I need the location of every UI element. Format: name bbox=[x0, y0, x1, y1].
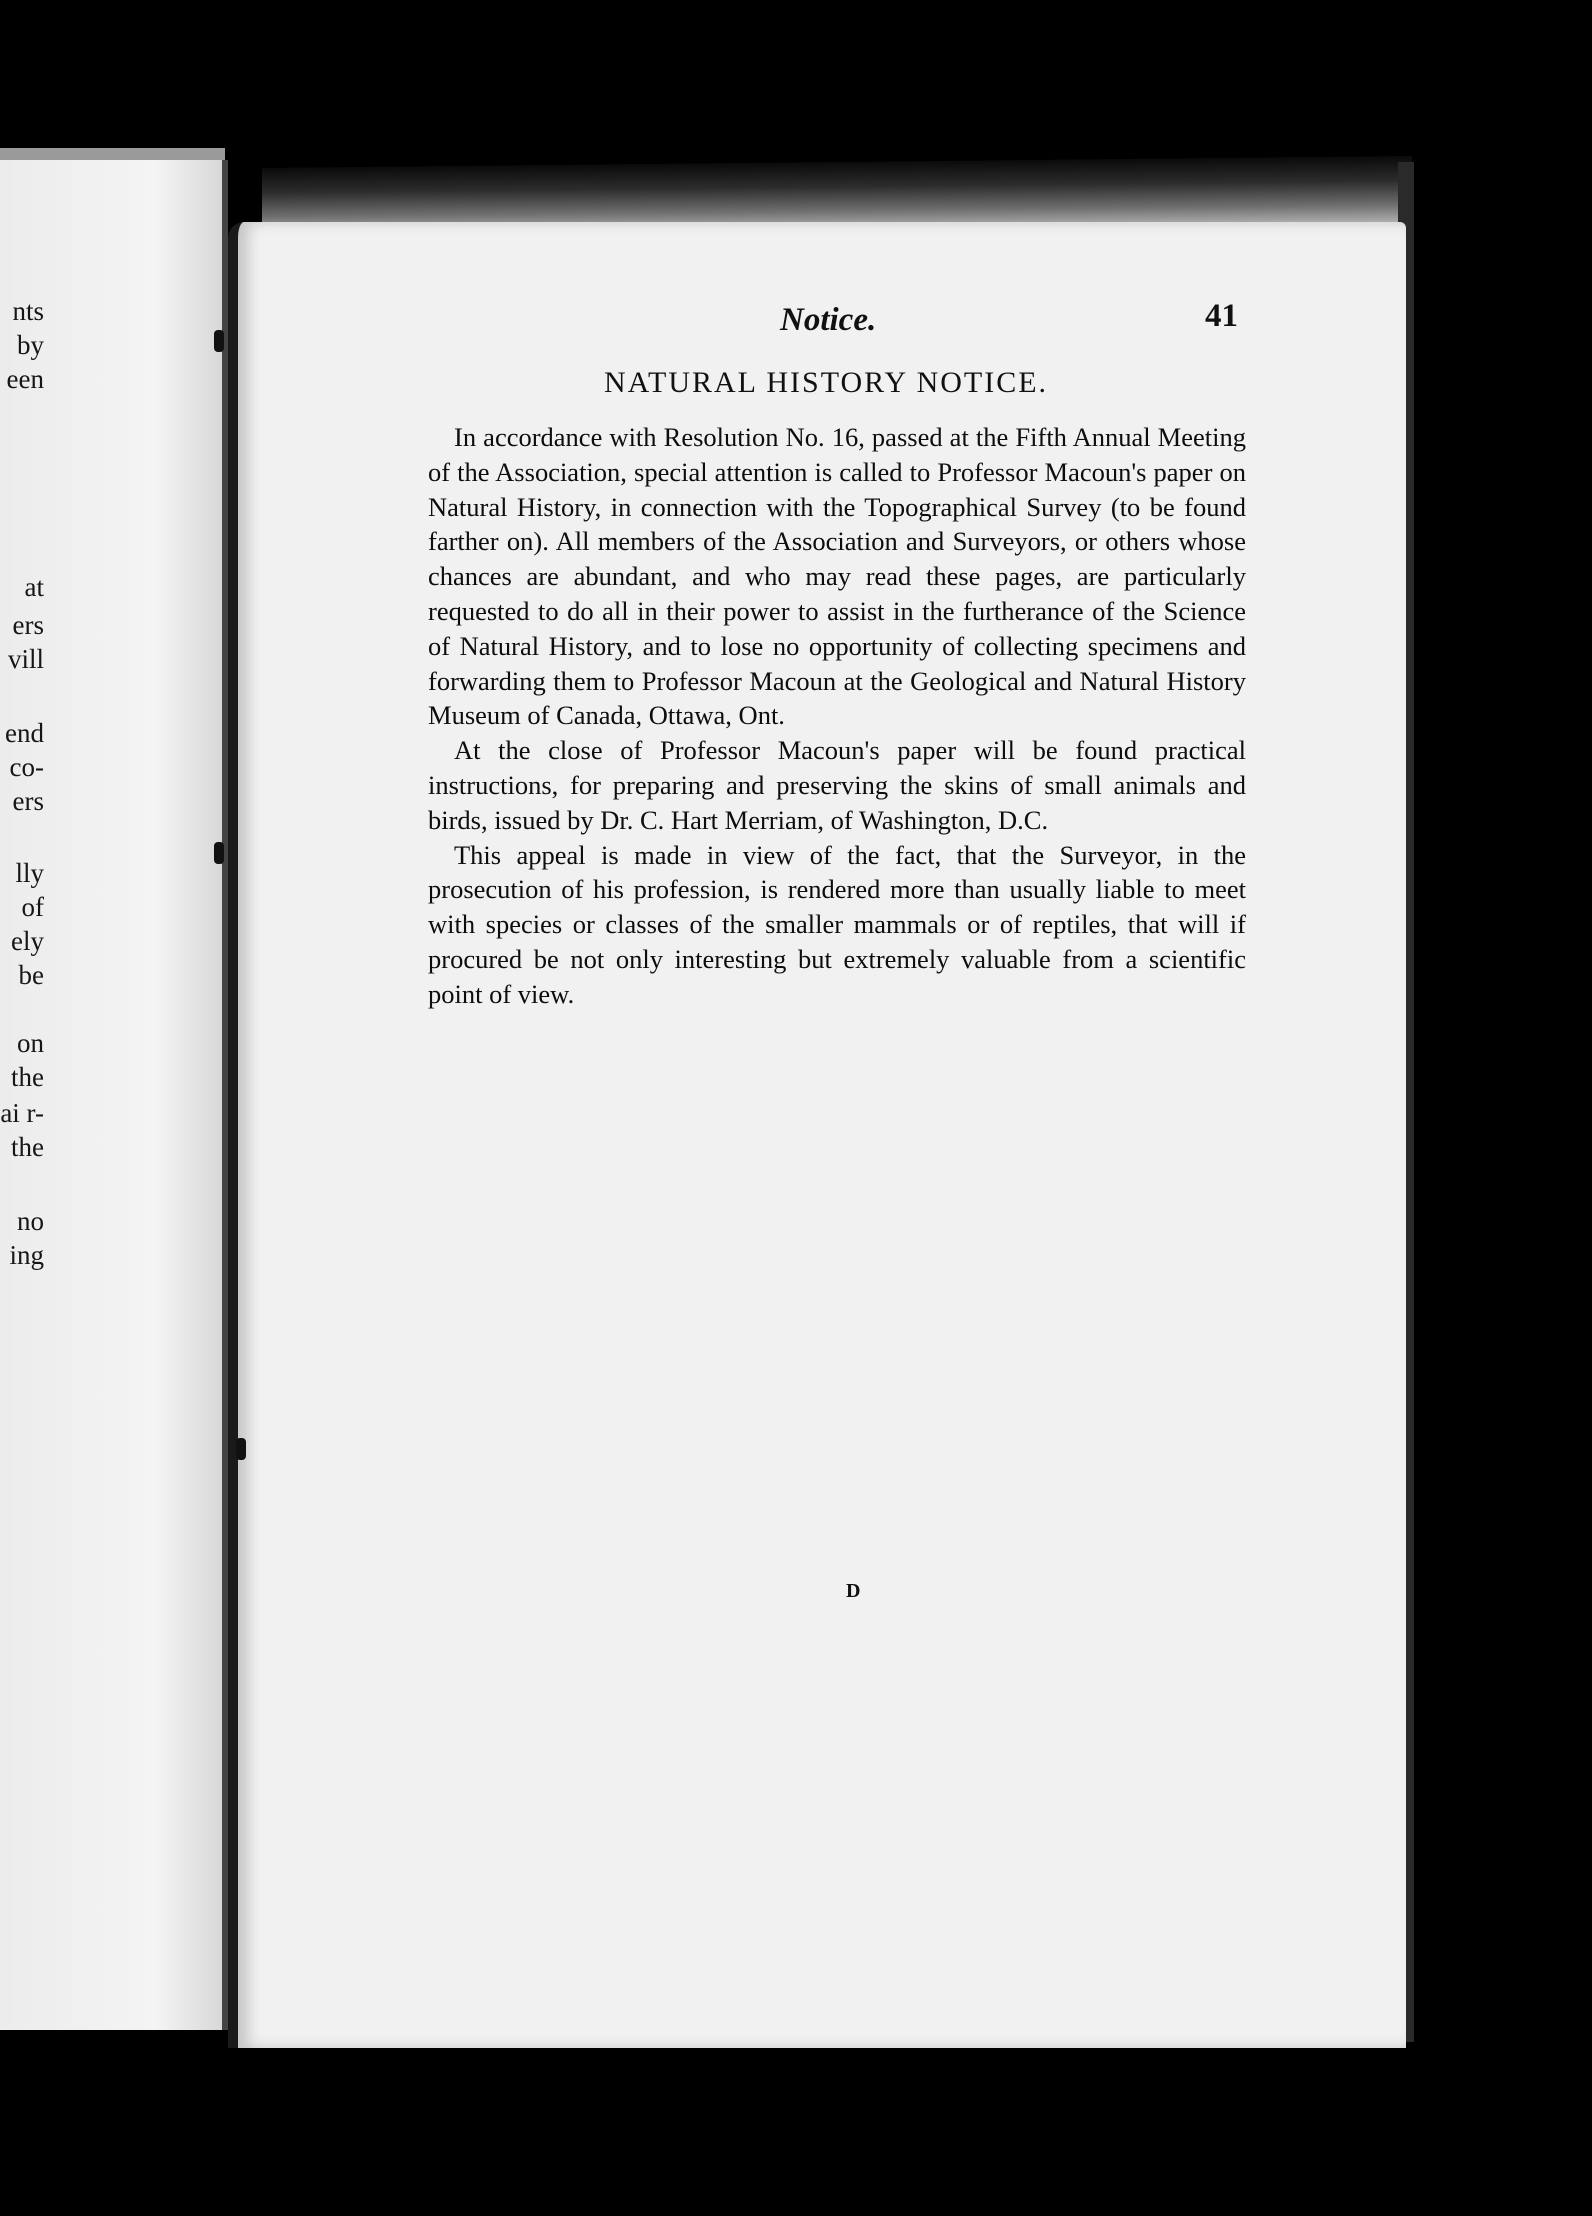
left-page-fragment: by bbox=[17, 330, 44, 360]
paragraph: This appeal is made in view of the fact, that the Surveyor, in the prosecution of his profession, is rendered more than usually liable to meet with species or classes of the smaller mammals or of reptiles, that will if procured be not only interesting but extremely valuable from a scientific point of view. bbox=[428, 839, 1246, 1009]
left-page-fragment: ers bbox=[12, 610, 44, 640]
left-page-fragment: een bbox=[6, 364, 44, 394]
left-page-fragment: the bbox=[11, 1132, 44, 1162]
left-page-fragment: ai r- bbox=[0, 1098, 44, 1128]
signature-mark: D bbox=[846, 1580, 861, 1602]
binding-mark bbox=[214, 842, 224, 864]
left-page-fragment: end bbox=[5, 718, 44, 748]
paragraph: In accordance with Resolution No. 16, passed at the Fifth Annual Meeting of the Association, special attention is called to Professor Macoun's paper on Natural History, in connection with the Topographical Survey (to be found farther on). All members of the Association and Surveyors, or others whose chances are abundant, and who may read these pages, are particularly requested to do all in their power to assist in the furtherance of the Science of Natural History, and to lose no opportunity of collecting specimens and forwarding them to Professor Macoun at the Geological and Natural History Museum of Canada, Ottawa, Ont. bbox=[428, 422, 1246, 731]
left-page-fragment: no bbox=[17, 1206, 44, 1236]
binding-mark bbox=[236, 1438, 246, 1460]
page-number: 41 bbox=[1205, 298, 1238, 334]
left-page-fragment: ely bbox=[11, 926, 44, 956]
left-page-fragment: the bbox=[11, 1062, 44, 1092]
left-page-fragment: co- bbox=[9, 752, 44, 782]
left-page-fragment: ing bbox=[9, 1240, 44, 1270]
left-page-fragment: of bbox=[21, 892, 44, 922]
paragraph: At the close of Professor Macoun's paper will be found practical instructions, for preparing and preserving the skins of small animals and birds, issued by Dr. C. Hart Merriam, of Washington, D.C. bbox=[428, 735, 1246, 835]
left-page bbox=[0, 160, 228, 2030]
running-head: Notice. bbox=[780, 302, 877, 338]
section-title: NATURAL HISTORY NOTICE. bbox=[604, 366, 1049, 399]
binding-mark bbox=[214, 330, 224, 352]
left-page-fragment: nts bbox=[12, 296, 44, 326]
body-text bbox=[428, 420, 1246, 1012]
left-page-fragment: vill bbox=[7, 644, 44, 674]
left-page-fragment: lly bbox=[15, 858, 44, 888]
left-page-fragment: ers bbox=[12, 786, 44, 816]
left-page-fragment: on bbox=[17, 1028, 44, 1058]
left-page-fragment: at bbox=[24, 572, 44, 602]
left-page-fragment: be bbox=[18, 960, 44, 990]
